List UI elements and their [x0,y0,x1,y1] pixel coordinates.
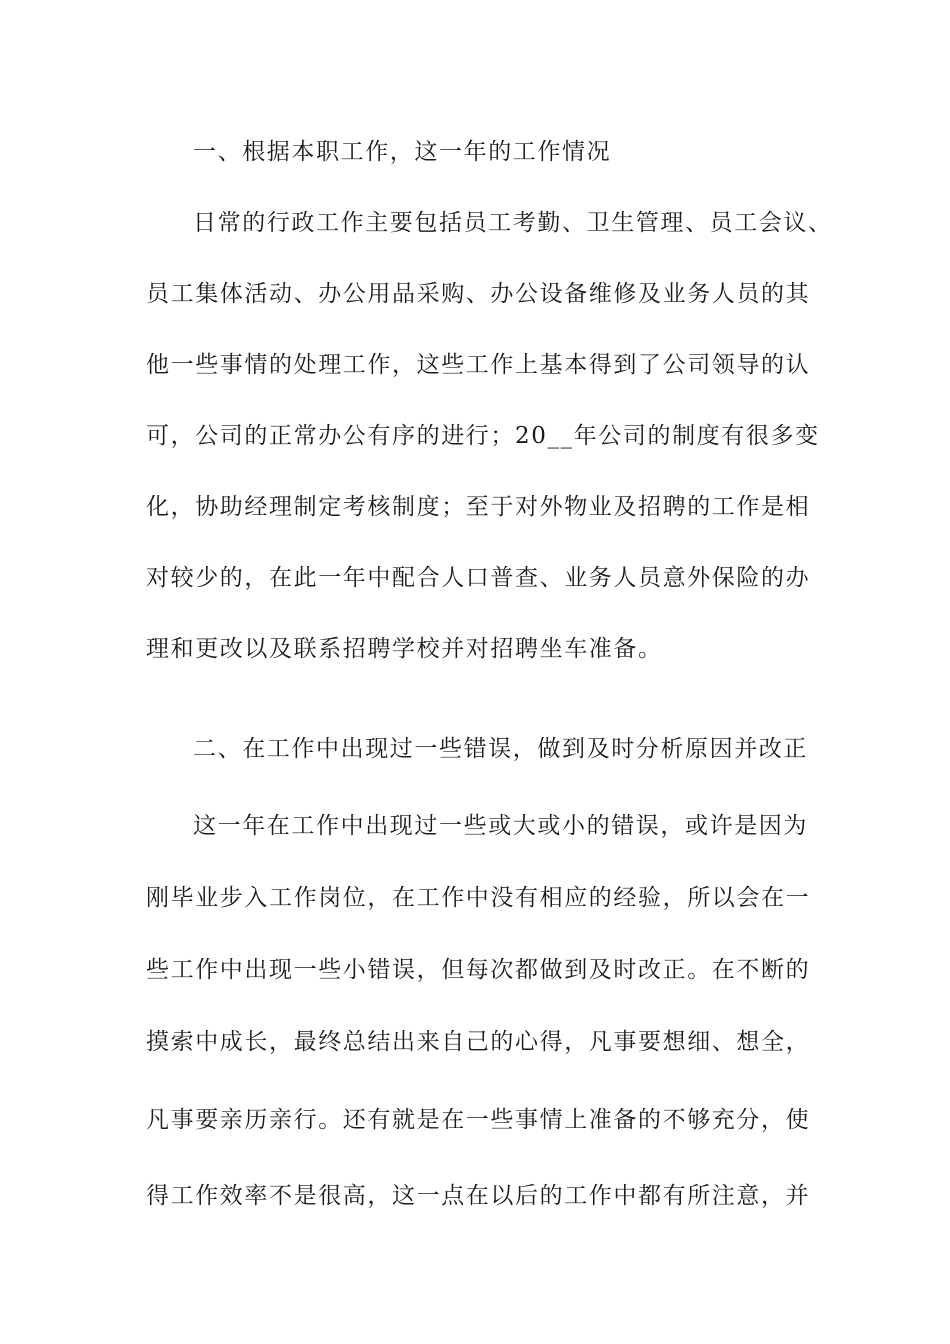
paragraph-line: 化，协助经理制定考核制度；至于对外物业及招聘的工作是相 [146,494,811,520]
paragraph-line: 这一年在工作中出现过一些或大或小的错误，或许是因为 [193,813,808,839]
paragraph-line: 摸索中成长，最终总结出来自己的心得，凡事要想细、想全， [146,1029,811,1055]
paragraph-line: 员工集体活动、办公用品采购、办公设备维修及业务人员的其 [146,281,811,307]
paragraph-line: 日常的行政工作主要包括员工考勤、卫生管理、员工会议、 [193,210,833,236]
heading-section-2: 二、在工作中出现过一些错误，做到及时分析原因并改正 [193,736,808,762]
paragraph-line: 凡事要亲历亲行。还有就是在一些事情上准备的不够充分，使 [146,1107,811,1133]
paragraph-line: 得工作效率不是很高，这一点在以后的工作中都有所注意，并 [146,1183,811,1209]
paragraph-line: 理和更改以及联系招聘学校并对招聘坐车准备。 [146,636,663,662]
paragraph-line: 些工作中出现一些小错误，但每次都做到及时改正。在不断的 [146,957,811,983]
paragraph-line: 可，公司的正常办公有序的进行；20__年公司的制度有很多变 [146,423,820,449]
heading-section-1: 一、根据本职工作，这一年的工作情况 [193,139,612,165]
paragraph-line: 刚毕业步入工作岗位，在工作中没有相应的经验，所以会在一 [146,885,811,911]
paragraph-line: 对较少的，在此一年中配合人口普查、业务人员意外保险的办 [146,565,811,591]
paragraph-line: 他一些事情的处理工作，这些工作上基本得到了公司领导的认 [146,352,811,378]
